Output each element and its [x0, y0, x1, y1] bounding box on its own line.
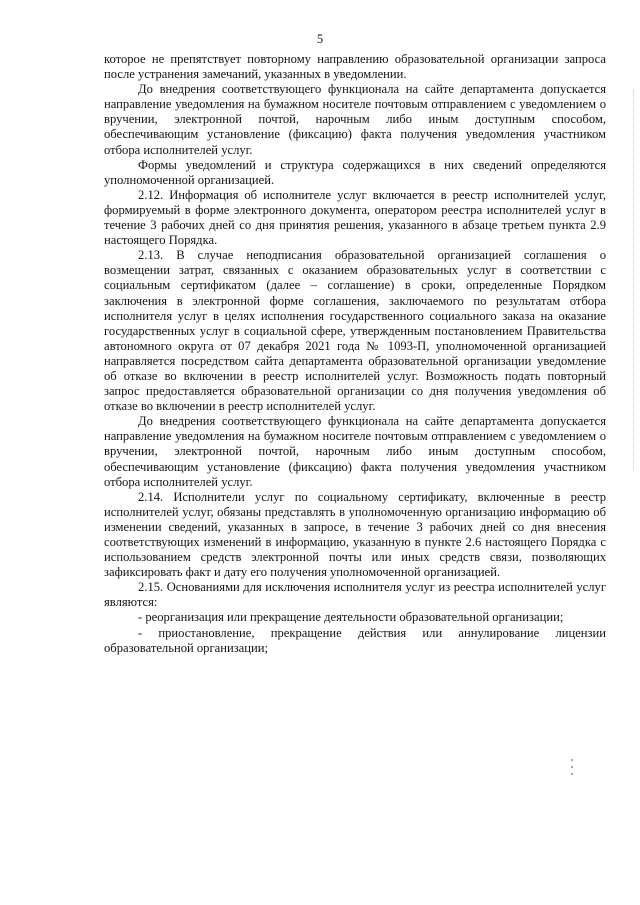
clause-2-12: 2.12. Информация об исполнителе услуг включается в реестр исполнителей услуг, формируемый в форме электронного документа, оператором реестра исполнителей услуг в течение 3 рабочих дней со дня принятия решения, указанного в абзаце третьем пункта 2.9 настоящего Порядка.: [104, 187, 606, 248]
paragraph-continuation: которое не препятствует повторному направлению образовательной организации запроса после устранения замечаний, указанных в уведомлении.: [104, 52, 606, 82]
scan-speck: [571, 759, 573, 761]
clause-2-15: 2.15. Основаниями для исключения исполнителя услуг из реестра исполнителей услуг являются:: [104, 580, 606, 610]
clause-2-13: 2.13. В случае неподписания образовательной организацией соглашения о возмещении затрат, связанных с оказанием образовательных услуг в соответствии с социальным сертификатом (далее – соглашение) в сроки, определенные Порядком заключения в электронной форме соглашения, заключаемого по результатам отбора исполнителя услуг в целях исполнения государственного социального заказа на оказание государственных услуг в социальной сфере, утвержденным постановлением Правительства автономного округа от 07 декабря 2021 года № 1093-П, уполномоченной организацией направляется посредством сайта департамента образовательной организации уведомление об отказе во включении в реестр исполнителей услуг. Возможность подать повторный запрос предоставляется образовательной организации со дня получения уведомления об отказе во включении в реестр исполнителей услуг.: [104, 248, 606, 414]
paragraph: До внедрения соответствующего функционала на сайте департамента допускается направление уведомления на бумажном носителе почтовым отправлением с уведомлением о вручении, электронной почтой, нарочным либо иным доступным способом, обеспечивающим установление (фиксацию) факта получения уведомления участником отбора исполнителей услуг.: [104, 414, 606, 489]
clause-2-14: 2.14. Исполнители услуг по социальному сертификату, включенные в реестр исполнителей услуг, обязаны представлять в уполномоченную организацию информацию об изменении сведений, указанных в запросе, в течение 3 рабочих дней со дня внесения соответствующих изменений в информацию, указанную в пункте 2.6 настоящего Порядка с использованием средств электронной почты или иных средств связи, позволяющих зафиксировать факт и дату его получения уполномоченной организацией.: [104, 489, 606, 580]
list-item: - приостановление, прекращение действия или аннулирование лицензии образовательной организации;: [104, 625, 606, 655]
scan-edge-marks: [631, 90, 634, 470]
list-item: - реорганизация или прекращение деятельности образовательной организации;: [138, 610, 564, 625]
scan-speck: [571, 773, 573, 775]
document-body: [104, 52, 606, 656]
paragraph: Формы уведомлений и структура содержащихся в них сведений определяются уполномоченной организацией.: [104, 157, 606, 187]
page-number: 5: [316, 32, 324, 46]
scan-speck: [571, 766, 573, 768]
paragraph: До внедрения соответствующего функционала на сайте департамента допускается направление уведомления на бумажном носителе почтовым отправлением с уведомлением о вручении, электронной почтой, нарочным либо иным доступным способом, обеспечивающим установление (фиксацию) факта получения уведомления участником отбора исполнителей услуг.: [104, 82, 606, 157]
